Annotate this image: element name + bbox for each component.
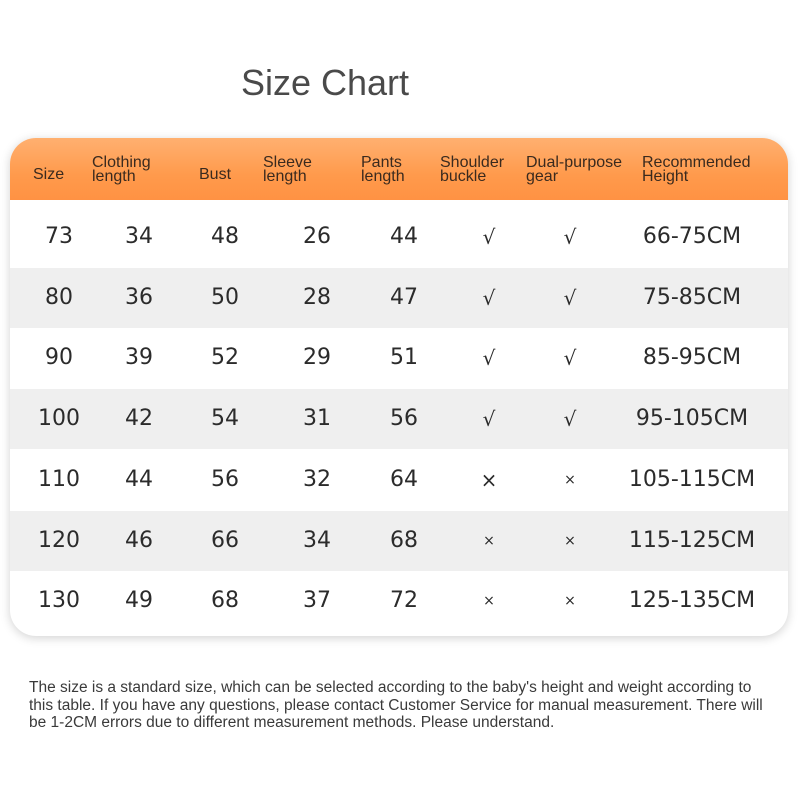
cell-sleeve-length: 31 xyxy=(303,406,331,432)
header-shoulder-buckle: Shoulder buckle xyxy=(440,154,505,185)
cell-bust: 54 xyxy=(211,406,239,432)
cell-pants-length: 51 xyxy=(390,345,418,371)
header-recommended-height: Recommended Height xyxy=(642,154,751,185)
cell-bust: 56 xyxy=(211,466,239,492)
cell-size: 110 xyxy=(38,466,80,492)
cell-recommended-height: 85-95CM xyxy=(642,345,742,371)
table-row xyxy=(10,389,788,449)
table-row xyxy=(10,450,788,510)
cell-clothing-length: 34 xyxy=(125,224,153,249)
cell-clothing-length: 49 xyxy=(125,588,153,614)
cell-size: 100 xyxy=(38,406,80,432)
cell-shoulder-buckle: √ xyxy=(482,346,496,371)
cell-shoulder-buckle: √ xyxy=(482,285,496,310)
cell-bust: 48 xyxy=(211,224,239,249)
cell-pants-length: 47 xyxy=(390,284,418,310)
page-title: Size Chart xyxy=(240,62,410,103)
cell-clothing-length: 36 xyxy=(125,284,153,310)
cell-pants-length: 64 xyxy=(390,466,418,492)
cell-bust: 50 xyxy=(211,284,239,310)
cell-sleeve-length: 34 xyxy=(303,527,331,553)
cell-sleeve-length: 28 xyxy=(303,284,331,310)
table-row xyxy=(10,571,788,631)
cell-bust: 68 xyxy=(211,588,239,614)
cell-sleeve-length: 26 xyxy=(303,224,331,249)
cell-recommended-height: 105-115CM xyxy=(628,466,756,492)
cell-shoulder-buckle: √ xyxy=(482,407,496,432)
cell-recommended-height: 115-125CM xyxy=(628,527,756,553)
cell-clothing-length: 44 xyxy=(125,466,153,492)
cell-dual-purpose-gear: √ xyxy=(563,346,577,371)
cell-sleeve-length: 29 xyxy=(303,345,331,371)
cell-bust: 52 xyxy=(211,345,239,371)
table-header xyxy=(10,138,788,200)
cell-recommended-height: 95-105CM xyxy=(635,406,749,432)
cell-pants-length: 56 xyxy=(390,406,418,432)
header-clothing-length: Clothing length xyxy=(92,154,151,185)
cell-size: 130 xyxy=(38,588,80,614)
cell-dual-purpose-gear: √ xyxy=(563,285,577,310)
header-pants-length: Pants length xyxy=(361,154,405,185)
cell-sleeve-length: 32 xyxy=(303,466,331,492)
cell-clothing-length: 42 xyxy=(125,406,153,432)
table-row xyxy=(10,207,788,267)
size-note: The size is a standard size, which can be selected according to the baby's height and weight according to this table. If you have any questions, please contact Customer Service for manual measurement. There will be 1-2CM errors due to different measurement methods. Please understand. xyxy=(29,679,763,731)
cell-size: 73 xyxy=(45,224,73,249)
cell-recommended-height: 75-85CM xyxy=(642,284,742,310)
cell-dual-purpose-gear: × xyxy=(564,532,576,549)
cell-size: 120 xyxy=(38,527,80,553)
cell-clothing-length: 39 xyxy=(125,345,153,371)
cell-dual-purpose-gear: × xyxy=(564,471,576,488)
table-row xyxy=(10,268,788,328)
cell-shoulder-buckle: × xyxy=(483,593,495,610)
cell-size: 90 xyxy=(45,345,73,371)
header-size: Size xyxy=(33,166,65,183)
cell-dual-purpose-gear: × xyxy=(564,593,576,610)
cell-pants-length: 72 xyxy=(390,588,418,614)
cell-shoulder-buckle: × xyxy=(480,467,498,492)
cell-recommended-height: 125-135CM xyxy=(628,588,756,614)
table-row xyxy=(10,511,788,571)
table-row xyxy=(10,328,788,388)
cell-pants-length: 44 xyxy=(390,224,418,249)
cell-pants-length: 68 xyxy=(390,527,418,553)
cell-clothing-length: 46 xyxy=(125,527,153,553)
size-table xyxy=(10,138,788,636)
cell-shoulder-buckle: √ xyxy=(482,225,496,249)
cell-bust: 66 xyxy=(211,527,239,553)
cell-recommended-height: 66-75CM xyxy=(642,224,742,249)
cell-sleeve-length: 37 xyxy=(303,588,331,614)
header-dual-purpose-gear: Dual-purpose gear xyxy=(526,154,623,185)
header-bust: Bust xyxy=(199,166,232,183)
cell-size: 80 xyxy=(45,284,73,310)
header-sleeve-length: Sleeve length xyxy=(263,154,312,185)
cell-shoulder-buckle: × xyxy=(483,532,495,549)
cell-dual-purpose-gear: √ xyxy=(563,407,577,432)
cell-dual-purpose-gear: √ xyxy=(563,225,577,249)
